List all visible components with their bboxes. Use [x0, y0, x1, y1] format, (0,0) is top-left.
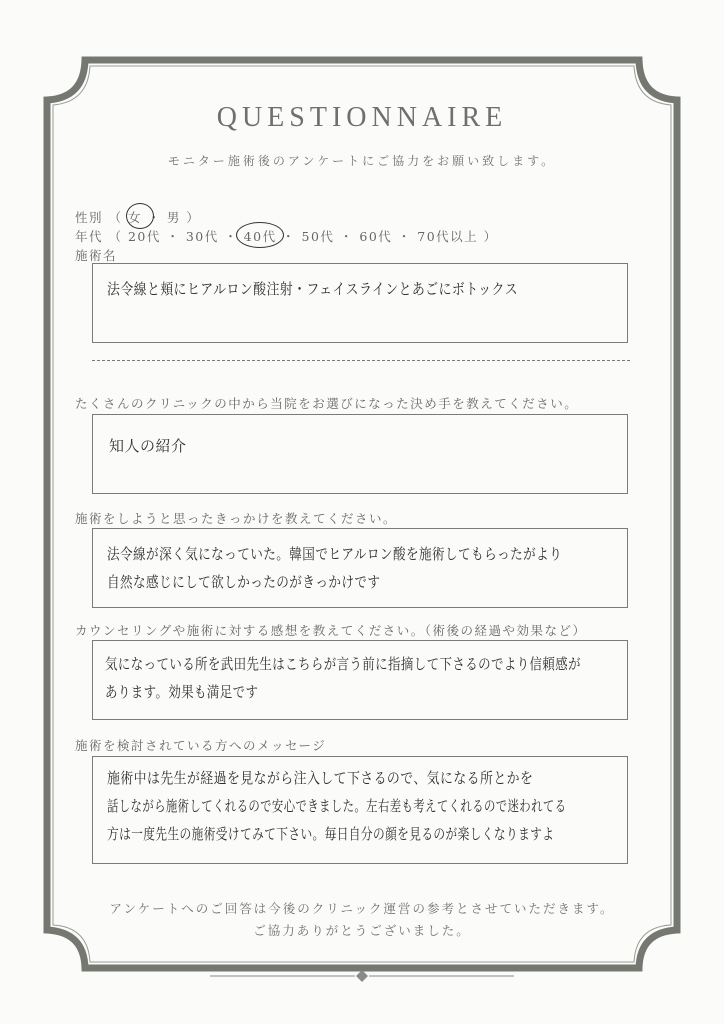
page-title: QUESTIONNAIRE — [216, 102, 508, 133]
question-2-answer-line: 自然な感じにして欲しかったのがきっかけです — [107, 573, 381, 591]
gender-options: （ 女 ・ 男 ） — [108, 210, 201, 225]
question-1-answer-box — [92, 414, 628, 494]
question-3-label: カウンセリングや施術に対する感想を教えてください。（術後の経過や効果など） — [75, 623, 587, 638]
age-options: （ 20代 ・ 30代 ・ 40代 ・ 50代 ・ 60代 ・ 70代以上 ） — [108, 229, 498, 244]
section-divider — [92, 360, 630, 361]
gender-selected-circle — [126, 203, 154, 229]
question-2-label: 施術をしようと思ったきっかけを教えてください。 — [75, 511, 398, 526]
question-4-answer-line: 施術中は先生が経過を見ながら注入して下さるので、気になる所とかを — [107, 769, 534, 787]
treatment-label: 施術名 — [75, 248, 118, 263]
page-subtitle: モニター施術後のアンケートにご協力をお願い致します。 — [167, 154, 557, 168]
question-2-answer-line: 法令線が深く気になっていた。韓国でヒアルロン酸を施術してもらったがより — [107, 545, 563, 563]
treatment-answer-box — [92, 263, 628, 343]
question-4-answer-box — [92, 756, 628, 864]
question-3-answer-line: 気になっている所を武田先生はこちらが言う前に指摘して下さるのでより信頼感が — [105, 655, 582, 673]
question-3-answer-box — [92, 640, 628, 720]
treatment-answer: 法令線と頬にヒアルロン酸注射・フェイスラインとあごにボトックス — [107, 280, 519, 298]
age-label: 年代 — [75, 229, 104, 244]
question-4-answer-line: 方は一度先生の施術受けてみて下さい。毎日自分の顔を見るのが楽しくなりますよ — [107, 825, 555, 843]
age-row — [75, 227, 498, 245]
question-4-label: 施術を検討されている方へのメッセージ — [75, 738, 327, 753]
question-4-answer-line: 話しながら施術してくれるので安心できました。左右差も考えてくれるので迷われてる — [107, 797, 567, 815]
footer-thanks: ご協力ありがとうございました。 — [253, 923, 471, 938]
question-1-label: たくさんのクリニックの中から当院をお選びになった決め手を教えてください。 — [75, 396, 579, 411]
question-3-answer-line: あります。効果も満足です — [105, 683, 259, 701]
question-1-answer-line: 知人の紹介 — [109, 437, 187, 455]
age-selected-circle — [236, 222, 284, 248]
bottom-ornament — [210, 970, 514, 982]
gender-label: 性別 — [75, 210, 104, 225]
footer-note: アンケートへのご回答は今後のクリニック運営の参考とさせていただきます。 — [109, 901, 615, 916]
question-2-answer-box — [92, 528, 628, 608]
